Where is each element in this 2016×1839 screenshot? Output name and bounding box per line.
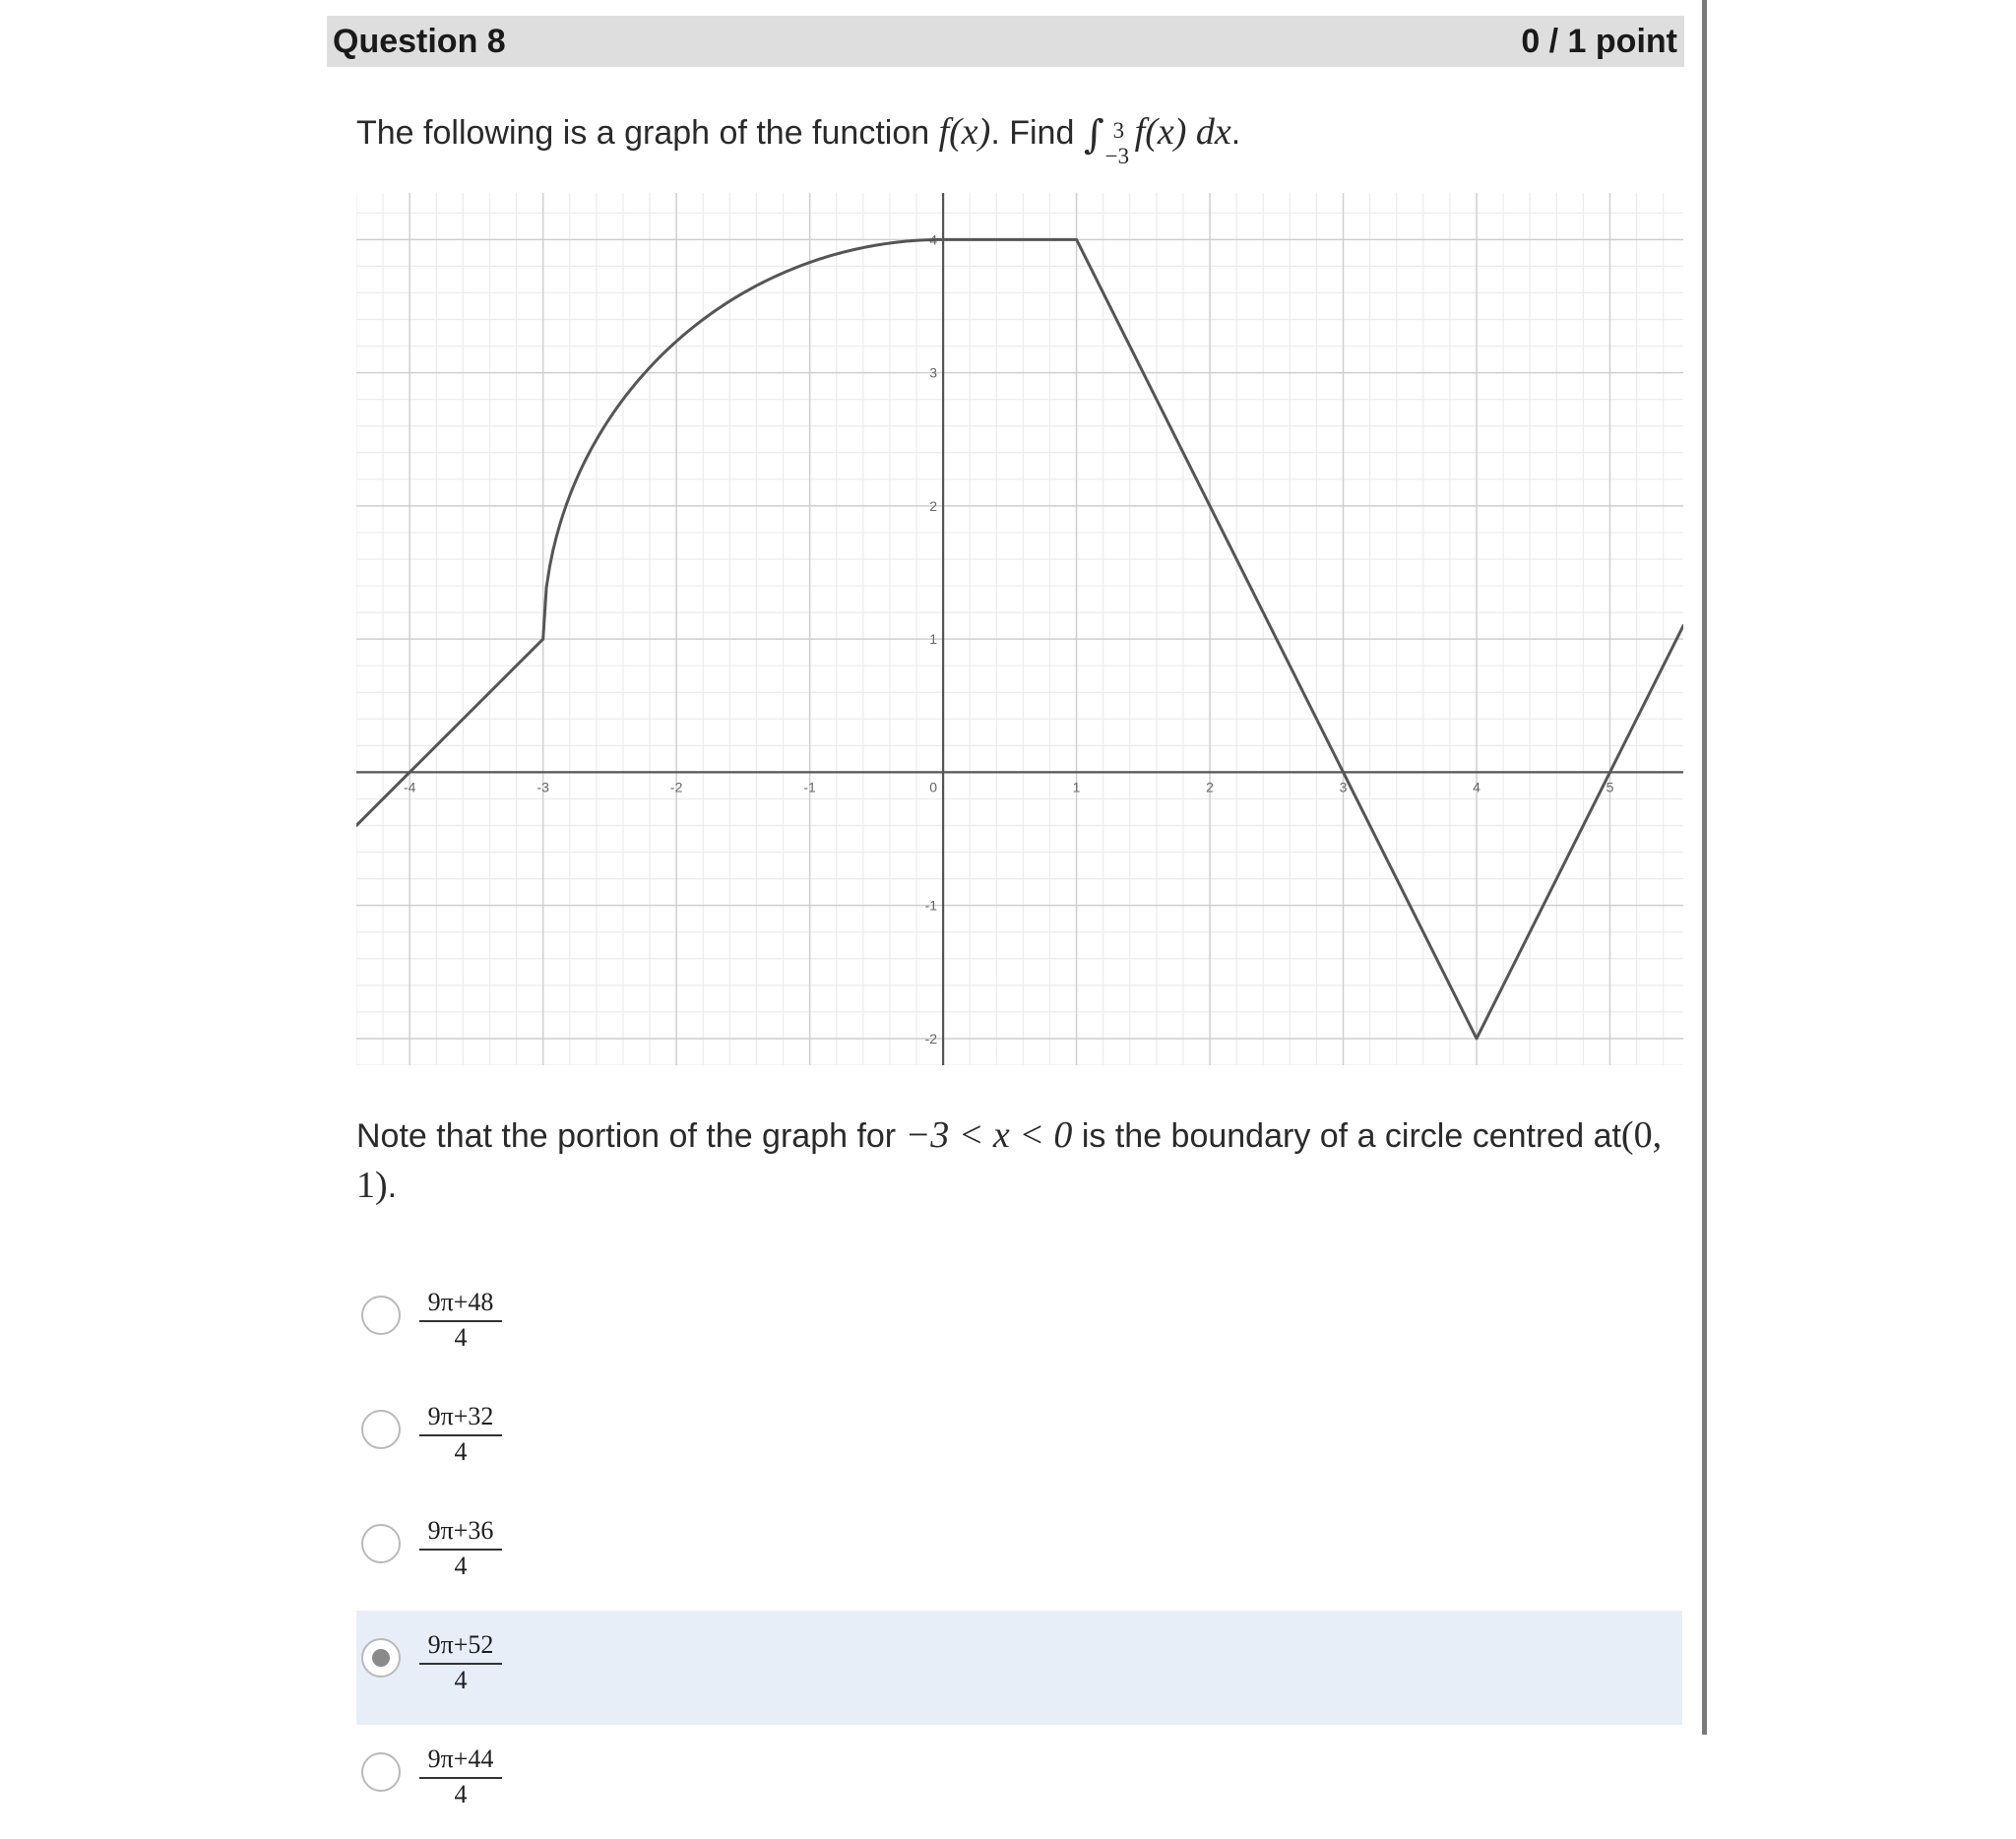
fraction-denominator: 4 (454, 1666, 468, 1694)
circle-center: (0, 1) (356, 1114, 1663, 1206)
function-curve-segment (356, 639, 543, 825)
page-right-border (1702, 0, 1707, 1735)
fraction-numerator: 9π+48 (419, 1288, 502, 1322)
prompt-text-mid: . Find (990, 114, 1084, 152)
answer-option-5[interactable] (356, 1725, 1682, 1839)
fraction-numerator: 9π+44 (419, 1744, 502, 1779)
function-curve-segment (543, 239, 943, 639)
fraction-denominator: 4 (454, 1780, 468, 1808)
integral-limits (1104, 110, 1135, 169)
question-title: Question 8 (333, 22, 506, 60)
fraction-numerator: 9π+32 (419, 1402, 502, 1436)
x-tick-label: -1 (803, 779, 816, 795)
x-tick-label: -3 (536, 779, 549, 795)
option-fraction (419, 1744, 502, 1809)
x-tick-label: 4 (1473, 779, 1480, 795)
answer-option-1[interactable] (356, 1268, 1682, 1382)
function-expression: f(x) (938, 111, 991, 153)
radio-button-selected[interactable] (361, 1638, 401, 1678)
note-inequality: −3 < x < 0 (905, 1114, 1073, 1156)
fraction-denominator: 4 (454, 1323, 468, 1352)
x-tick-label: 2 (1206, 779, 1214, 795)
answer-option-4[interactable] (356, 1611, 1682, 1725)
y-tick-label: -2 (924, 1030, 938, 1046)
function-graph (356, 193, 1683, 1065)
integral-upper-limit: 3 (1112, 118, 1125, 144)
y-tick-label: -1 (924, 897, 938, 914)
question-prompt (356, 106, 1675, 169)
radio-button[interactable] (361, 1410, 401, 1449)
fraction-numerator: 9π+52 (419, 1630, 502, 1665)
radio-button[interactable] (361, 1524, 401, 1563)
y-tick-label: 3 (929, 364, 938, 381)
y-tick-label: 1 (929, 631, 938, 648)
question-header (327, 16, 1684, 67)
x-tick-label: 1 (1072, 779, 1081, 795)
option-fraction (419, 1516, 502, 1581)
note-text: Note that the portion of the graph for (356, 1117, 906, 1155)
fraction-denominator: 4 (454, 1552, 468, 1580)
answer-option-2[interactable] (356, 1382, 1682, 1496)
option-fraction (419, 1630, 502, 1695)
x-tick-label: -2 (669, 779, 683, 795)
integral-sign: ∫ (1083, 112, 1104, 158)
x-tick-label: -4 (403, 779, 416, 795)
prompt-text: The following is a graph of the function (356, 114, 939, 152)
graph-note (356, 1110, 1681, 1211)
y-tick-label: 2 (929, 497, 938, 514)
prompt-text-end: . (1230, 114, 1241, 152)
x-tick-label: 5 (1606, 779, 1614, 795)
fraction-numerator: 9π+36 (419, 1516, 502, 1551)
integrand: f(x) dx (1134, 111, 1231, 153)
integral-lower-limit: −3 (1104, 144, 1130, 169)
answer-option-3[interactable] (356, 1496, 1682, 1611)
x-tick-label: 0 (929, 779, 937, 795)
fraction-denominator: 4 (454, 1437, 468, 1466)
x-tick-label: 3 (1339, 779, 1348, 795)
radio-button[interactable] (361, 1296, 401, 1335)
note-text-mid: is the boundary of a circle centred at (1072, 1117, 1621, 1155)
note-text-end: . (387, 1168, 398, 1205)
option-fraction (419, 1402, 502, 1467)
question-score: 0 / 1 point (1521, 22, 1677, 60)
y-tick-label: 4 (929, 231, 938, 248)
answer-options (356, 1268, 1682, 1839)
radio-button[interactable] (361, 1752, 401, 1792)
option-fraction (419, 1288, 502, 1353)
radio-selected-dot (372, 1649, 390, 1667)
